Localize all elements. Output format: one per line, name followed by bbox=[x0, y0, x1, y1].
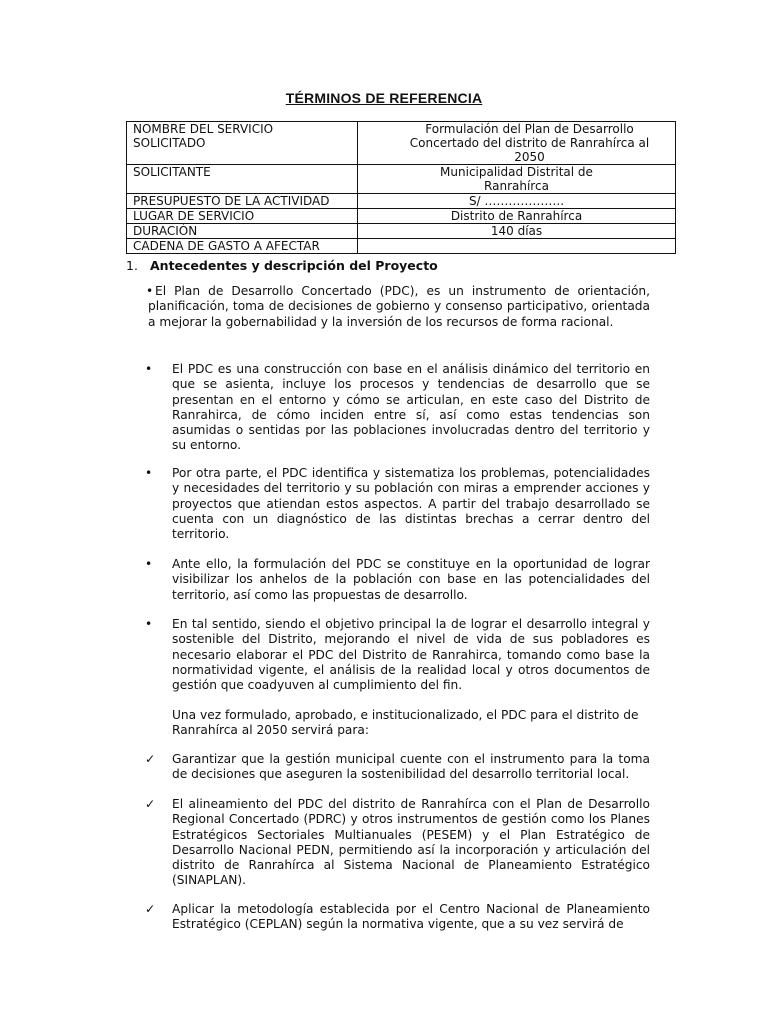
section-heading bbox=[126, 258, 438, 273]
bullet-icon: • bbox=[146, 284, 154, 298]
table-row bbox=[127, 239, 676, 254]
table-row bbox=[127, 194, 676, 209]
bullet-text: Ante ello, la formulación del PDC se constituye en la oportunidad de lograr visibilizar los anhelos de la población con base en las potencialidades del territorio, así como las propuestas de desarrollo. bbox=[172, 557, 650, 602]
list-item bbox=[145, 617, 650, 693]
check-text: Garantizar que la gestión municipal cuente con el instrumento para la toma de decisiones que aseguren la sostenibilidad del desarrollo territorial local. bbox=[172, 752, 650, 782]
bullet-text: El Plan de Desarrollo Concertado (PDC), es un instrumento de orientación, planificación, toma de decisiones de gobierno y consenso participativo, orientada a mejorar la gobernabilidad y la inversión de los recursos de forma racional. bbox=[148, 284, 650, 329]
bullet-text: En tal sentido, siendo el objetivo principal la de lograr el desarrollo integral y sostenible del Distrito, mejorando el nivel de vida de sus pobladores es necesario elaborar el PDC del Distrito de Ranrahirca, tomando como base la normatividad vigente, el análisis de la realidad local y otros documentos de gestión que coadyuven al cumplimiento del fin. bbox=[172, 617, 650, 693]
table-label: NOMBRE DEL SERVICIO SOLICITADO bbox=[127, 122, 358, 165]
check-icon: ✓ bbox=[145, 752, 156, 766]
table-label: DURACIÓN bbox=[127, 224, 358, 239]
list-item bbox=[145, 466, 650, 542]
table-row bbox=[127, 165, 676, 194]
table-value: S/ ……………….. bbox=[358, 194, 676, 209]
list-item bbox=[145, 902, 650, 933]
service-info-table bbox=[126, 121, 676, 254]
table-row bbox=[127, 122, 676, 165]
list-item bbox=[145, 362, 650, 454]
section-title: Antecedentes y descripción del Proyecto bbox=[150, 258, 438, 273]
table-value: Municipalidad Distrital de Ranrahírca bbox=[358, 165, 676, 194]
table-value bbox=[358, 239, 676, 254]
list-item bbox=[145, 557, 650, 603]
bullet-icon: • bbox=[145, 557, 153, 571]
document-title: TÉRMINOS DE REFERENCIA bbox=[285, 90, 483, 106]
table-label: PRESUPUESTO DE LA ACTIVIDAD bbox=[127, 194, 358, 209]
table-label: LUGAR DE SERVICIO bbox=[127, 209, 358, 224]
bullet-text: El PDC es una construcción con base en el análisis dinámico del territorio en que se asienta, incluye los procesos y tendencias de desarrollo que se presentan en el entorno y cómo se articulan, en este caso del Distrito de Ranrahirca, de cómo inciden entre sí, así como estas tendencias son asumidas o sentidas por las poblaciones involucradas dentro del territorio y su entorno. bbox=[172, 362, 650, 453]
list-item bbox=[145, 752, 650, 783]
list-item bbox=[148, 284, 650, 330]
bullet-icon: • bbox=[145, 617, 153, 631]
table-value: Formulación del Plan de Desarrollo Concertado del distrito de Ranrahírca al 2050 bbox=[358, 122, 676, 165]
bullet-text: Por otra parte, el PDC identifica y sistematiza los problemas, potencialidades y necesidades del territorio y su población con miras a emprender acciones y proyectos que atiendan estos aspectos. A partir del trabajo desarrollado se cuenta con un diagnóstico de las distintas brechas a cerrar dentro del territorio. bbox=[172, 466, 650, 542]
check-text: El alineamiento del PDC del distrito de Ranrahírca con el Plan de Desarrollo Regional Concertado (PDRC) y otros instrumentos de gestión como los Planes Estratégicos Sectoriales Multianuales (PESEM) y el Plan Estratégico de Desarrollo Nacional PEDN, permitiendo así la incorporación y articulación del distrito de Ranrahírca al Sistema Nacional de Planeamiento Estratégico (SINAPLAN). bbox=[172, 797, 650, 888]
check-icon: ✓ bbox=[145, 902, 156, 916]
check-icon: ✓ bbox=[145, 797, 156, 811]
bullet-icon: • bbox=[145, 362, 153, 376]
table-row bbox=[127, 209, 676, 224]
table-row bbox=[127, 224, 676, 239]
intro-paragraph: Una vez formulado, aprobado, e institucionalizado, el PDC para el distrito de Ranrahírca al 2050 servirá para: bbox=[172, 708, 639, 738]
table-value: 140 días bbox=[358, 224, 676, 239]
table-label: SOLICITANTE bbox=[127, 165, 358, 194]
table-value: Distrito de Ranrahírca bbox=[358, 209, 676, 224]
check-text: Aplicar la metodología establecida por el Centro Nacional de Planeamiento Estratégico (CEPLAN) según la normativa vigente, que a su vez servirá de bbox=[172, 902, 650, 932]
list-item bbox=[145, 797, 650, 889]
section-number: 1. bbox=[126, 258, 138, 273]
bullet-icon: • bbox=[145, 466, 153, 480]
table-label: CADENA DE GASTO A AFECTAR bbox=[127, 239, 358, 254]
